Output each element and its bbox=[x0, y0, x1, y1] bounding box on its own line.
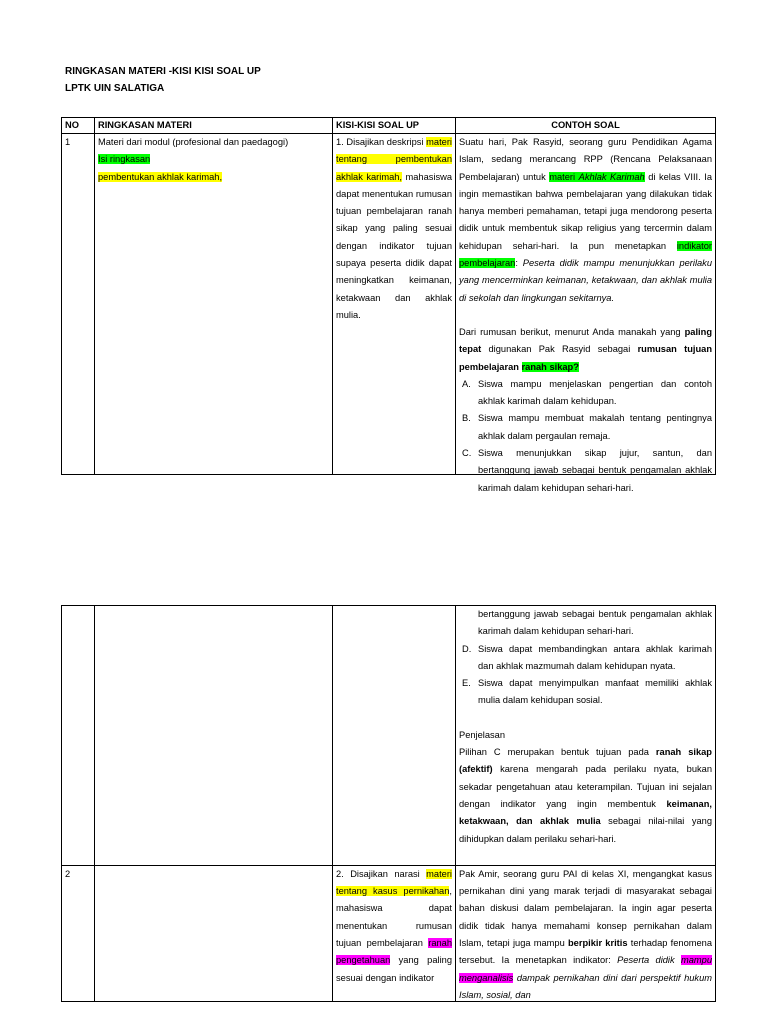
summary-table-page-1 bbox=[61, 117, 716, 493]
header-no: NO bbox=[62, 118, 95, 134]
kisi-cell bbox=[333, 134, 456, 475]
kisi-cell: 2. Disajikan narasi materi tentang kasus pernikahan, mahasiswa dapat menentukan rumusan tujuan pembelajaran ranah pengetahuan yang paling sesuai dengan indikator bbox=[333, 865, 456, 1001]
ringkasan-line: Materi dari modul (profesional dan paedagogi) bbox=[98, 137, 289, 147]
soal-highlight-magenta: mampu menganalisis bbox=[459, 955, 712, 983]
penjelasan-text: Pilihan C merupakan bentuk tujuan pada ranah sikap (afektif) karena mengarah pada perilaku nyata, bukan sekadar pengetahuan atau keterampilan. Tujuan ini sejalan dengan indikator yang ingin membentuk keimanan, ketakwaan, dan akhlak mulia sebagai nilai-nilai yang dihidupkan dalam perilaku sehari-hari. bbox=[459, 747, 712, 844]
row-number: 1 bbox=[62, 134, 95, 475]
header-kisi: KISI-KISI SOAL UP bbox=[333, 118, 456, 134]
soal-highlight: ranah sikap? bbox=[521, 361, 579, 372]
row-number: 2 bbox=[62, 865, 95, 1001]
soal-text: di kelas VIII. Ia ingin memastikan bahwa pembelajaran yang dilakukan tidak hanya memberi pemahaman, tetapi juga mendorong peserta didik untuk membentuk sikap religius yang tercermin dalam kehidupan sehari-hari. Ia pun menetapkan bbox=[459, 171, 712, 251]
contoh-soal-cell bbox=[456, 134, 716, 493]
penjelasan-title: Penjelasan bbox=[459, 729, 506, 740]
soal-highlight: indikator pembelajaran bbox=[459, 240, 712, 269]
header-contoh-soal: CONTOH SOAL bbox=[456, 118, 716, 134]
soal-bold: paling tepat bbox=[459, 326, 712, 355]
option-e: E. Siswa dapat menyimpulkan manfaat memiliki akhlak mulia dalam kehidupan sosial. bbox=[462, 678, 712, 706]
ringkasan-highlight: Isi ringkasan bbox=[98, 154, 151, 165]
header-ringkasan: RINGKASAN MATERI bbox=[95, 118, 333, 134]
soal-text: Suatu hari, Pak Rasyid, seorang guru Pendidikan Agama Islam, sedang merancang RPP (Rencana Pelaksanaan Pembelajaran) untuk bbox=[459, 137, 712, 182]
option-a: A. Siswa mampu menjelaskan pengertian dan contoh akhlak karimah dalam kehidupan. bbox=[462, 378, 712, 407]
soal-highlight: materi bbox=[549, 171, 579, 182]
soal-bold: rumusan tujuan pembelajaran bbox=[459, 344, 712, 372]
soal-text: digunakan Pak Rasyid sebagai bbox=[481, 344, 638, 355]
soal-paragraph bbox=[459, 134, 712, 307]
table-row bbox=[62, 606, 716, 866]
kisi-text: 1. Disajikan deskripsi bbox=[336, 137, 427, 147]
option-b: B. Siswa mampu membuat makalah tentang pentingnya akhlak dalam pergaulan remaja. bbox=[462, 413, 712, 441]
option-c-continued: bertanggung jawab sebagai bentuk pengamalan akhlak karimah dalam kehidupan sehari-hari. bbox=[478, 609, 712, 637]
soal-text: : bbox=[515, 258, 523, 269]
soal-text: Dari rumusan berikut, menurut Anda manakah yang bbox=[459, 326, 685, 337]
option-c: C. Siswa menunjukkan sikap jujur, santun, dan bertanggung jawab sebagai bentuk pengamalan akhlak karimah dalam kehidupan sehari-hari. bbox=[462, 448, 712, 493]
kisi-cell bbox=[333, 606, 456, 866]
document-subtitle: LPTK UIN SALATIGA bbox=[65, 83, 165, 94]
kisi-highlight-magenta: ranah pengetahuan bbox=[336, 938, 452, 966]
table-row bbox=[62, 134, 716, 475]
summary-table-page-2 bbox=[61, 605, 716, 1002]
kisi-highlight: materi tentang kasus pernikahan bbox=[336, 868, 452, 897]
contoh-soal-cell bbox=[456, 606, 716, 866]
soal-question bbox=[459, 324, 712, 376]
kisi-text: mahasiswa dapat menentukan rumusan tujuan pembelajaran ranah sikap yang paling sesuai dengan indikator tujuan supaya peserta didik dapat meningkatkan keimanan, ketakwaan dan akhlak mulia. bbox=[336, 171, 452, 320]
ringkasan-cell bbox=[95, 606, 333, 866]
ringkasan-cell bbox=[95, 134, 333, 475]
kisi-highlight: materi tentang pembentukan akhlak karimah, bbox=[336, 137, 452, 182]
soal-clip bbox=[459, 134, 712, 493]
soal-highlight: Akhlak Karimah bbox=[578, 171, 645, 182]
option-d: D. Siswa dapat membandingkan antara akhlak karimah dan akhlak mazmumah dalam kehidupan nyata. bbox=[462, 643, 712, 671]
table-header-row bbox=[62, 118, 716, 134]
ringkasan-cell bbox=[95, 865, 333, 1001]
ringkasan-topic: pembentukan akhlak karimah, bbox=[98, 171, 223, 182]
row-number bbox=[62, 606, 95, 866]
soal-indicator: Peserta didik mampu menunjukkan perilaku yang mencerminkan keimanan, ketakwaan, dan akhlak mulia di sekolah dan lingkungan sekitarnya. bbox=[459, 258, 712, 303]
contoh-soal-cell: Pak Amir, seorang guru PAI di kelas XI, mengangkat kasus pernikahan dini yang marak terjadi di masyarakat sebagai bahan diskusi dalam pembelajaran. Ia ingin agar peserta didik tidak hanya memahami konsep pernikahan dalam Islam, tetapi juga mampu berpikir kritis terhadap fenomena tersebut. Ia menetapkan indikator: Peserta didik mampu menganalisis dampak pernikahan dini dari perspektif hukum Islam, sosial, dan bbox=[456, 865, 716, 1001]
table-row bbox=[62, 865, 716, 1001]
document-title: RINGKASAN MATERI -KISI KISI SOAL UP bbox=[65, 66, 261, 77]
